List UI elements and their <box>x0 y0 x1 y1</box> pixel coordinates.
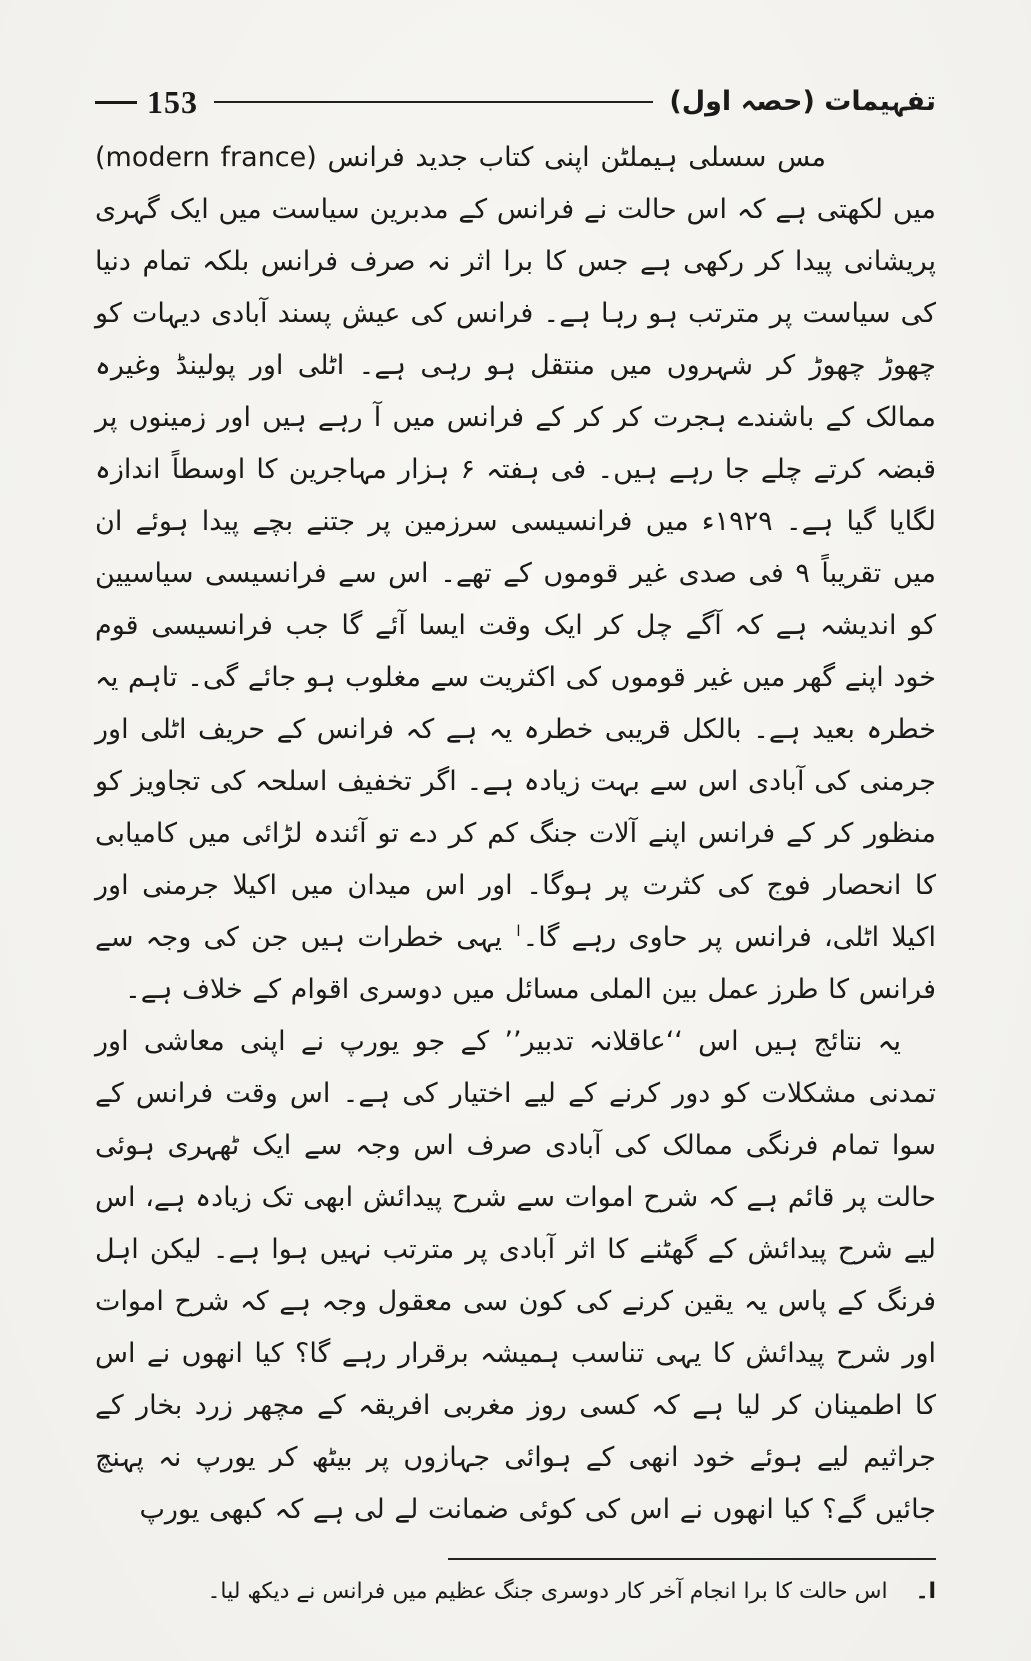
paragraph-text: مس سسلی ہیملٹن اپنی کتاب جدید فرانس (modern france) میں لکھتی ہے کہ اس حالت نے فرانس کے مدبرین سیاست میں ایک گہری پریشانی پیدا کر رکھی ہے جس کا برا اثر نہ صرف فرانس بلکہ تمام دنیا کی سیاست پر مترتب ہو رہا ہے۔ فرانس کی عیش پسند آبادی دیہات کو چھوڑ چھوڑ کر شہروں میں منتقل ہو رہی ہے۔ اٹلی اور پولینڈ وغیرہ ممالک کے باشندے ہجرت کر کر کے فرانس میں آ رہے ہیں اور زمینوں پر قبضہ کرتے چلے جا رہے ہیں۔ فی ہفتہ ۶ ہزار مہاجرین کا اوسطاً اندازہ لگایا گیا ہے۔ ۱۹۲۹ء میں فرانسیسی سرزمین پر جتنے بچے پیدا ہوئے ان میں تقریباً ۹ فی صدی غیر قوموں کے تھے۔ اس سے فرانسیسی سیاسیین کو اندیشہ ہے کہ آگے چل کر ایک وقت ایسا آئے گا جب فرانسیسی قوم خود اپنے گھر میں غیر قوموں کی اکثریت سے مغلوب ہو جائے گی۔ تاہم یہ خطرہ بعید ہے۔ بالکل قریبی خطرہ یہ ہے کہ فرانس کے حریف اٹلی اور جرمنی کی آبادی اس سے بہت زیادہ ہے۔ اگر تخفیف اسلحہ کی تجاویز کو منظور کر کے فرانس اپنے آلات جنگ کم کر دے تو آئندہ لڑائی میں کامیابی کا انحصار فوج کی کثرت پر ہوگا۔ اور اس میدان میں اکیلا جرمنی اور اکیلا اٹلی، فرانس پر حاوی رہے گا۔ <box>95 142 936 954</box>
paragraph-text: یہی خطرات ہیں جن کی وجہ سے فرانس کا طرز عمل بین الملی مسائل میں دوسری اقوام کے خلاف ہے۔ <box>95 922 936 1006</box>
footnote-divider <box>448 1558 936 1560</box>
footnote-body: اس حالت کا برا انجام آخر کار دوسری جنگ عظیم میں فرانس نے دیکھ لیا۔ <box>207 1578 888 1604</box>
body-paragraph-2: یہ نتائج ہیں اس ‘‘عاقلانہ تدبیر’’ کے جو یورپ نے اپنی معاشی اور تمدنی مشکلات کو دور کرنے کے لیے اختیار کی ہے۔ اس وقت فرانس کے سوا تمام فرنگی ممالک کی آبادی صرف اس وجہ سے ایک ٹھہری ہوئی حالت پر قائم ہے کہ شرح اموات سے شرح پیدائش ابھی تک زیادہ ہے، اس لیے شرح پیدائش کے گھٹنے کا اثر آبادی پر مترتب نہیں ہوا ہے۔ لیکن اہل فرنگ کے پاس یہ یقین کرنے کی کون سی معقول وجہ ہے کہ شرح اموات اور شرح پیدائش کا یہی تناسب ہمیشہ برقرار رہے گا؟ کیا انھوں نے اس کا اطمینان کر لیا ہے کہ کسی روز مغربی افریقہ کے مچھر زرد بخار کے جراثیم لیے ہوئے خود انھی کے ہوائی جہازوں پر بیٹھ کر یورپ نہ پہنچ جائیں گے؟ کیا انھوں نے اس کی کوئی ضمانت لے لی ہے کہ کبھی یورپ <box>95 1026 936 1526</box>
page-number-dash <box>95 101 137 104</box>
footnote-ref-marker: ا <box>516 922 521 941</box>
header-rule <box>214 101 653 103</box>
page-header <box>95 84 936 121</box>
footnote-marker: ا۔ <box>915 1578 936 1604</box>
body-paragraph-1 <box>95 132 936 1016</box>
page-number: 153 <box>147 84 198 121</box>
header-title: تفہیمات (حصہ اول) <box>669 86 936 117</box>
page-body <box>95 132 936 1536</box>
footnote-text <box>95 1574 936 1609</box>
page-footnote <box>95 1558 936 1609</box>
